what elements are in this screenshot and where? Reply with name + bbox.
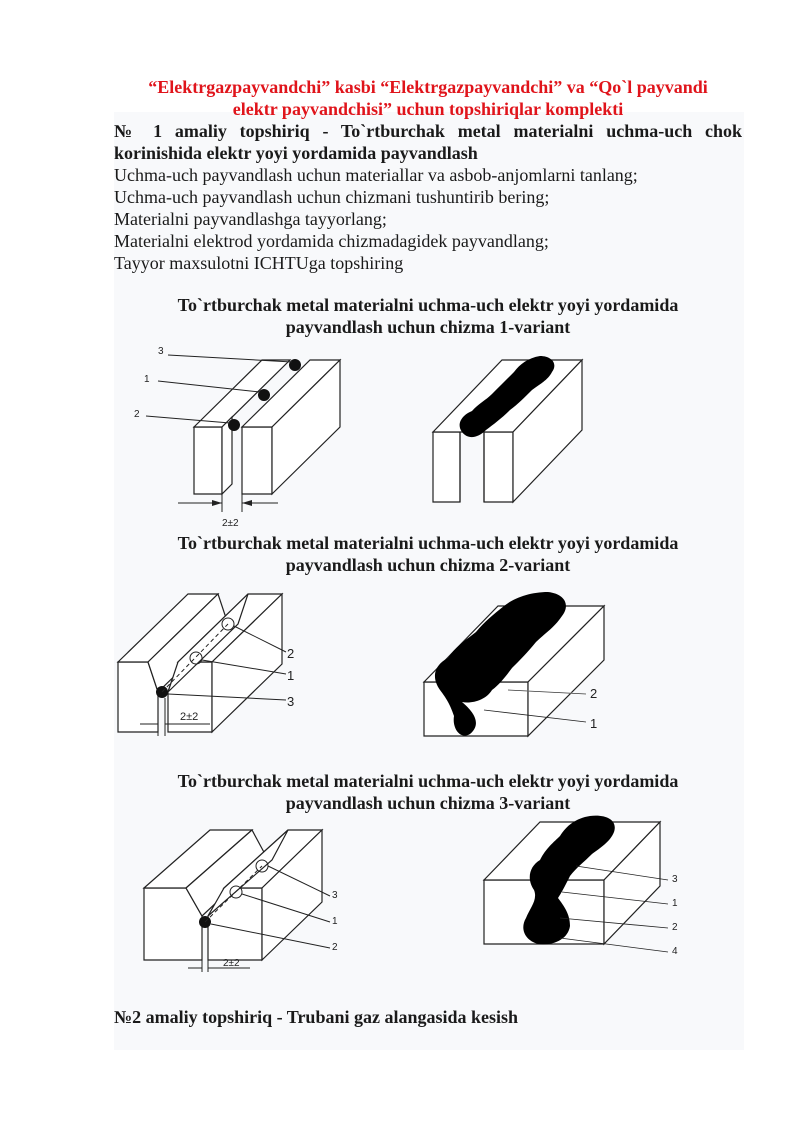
label-number: 2 — [287, 646, 295, 661]
task1-step: Materialni payvandlashga tayyorlang; — [114, 209, 387, 229]
label-number: 4 — [672, 946, 678, 957]
label-number: 3 — [158, 346, 164, 357]
label-number: 3 — [287, 694, 295, 709]
task1-heading-line2: korinishida elektr yoyi yordamida payvandlash — [114, 143, 478, 163]
variant1-caption-line1: To`rtburchak metal materialni uchma-uch elektr yoyi yordamida — [177, 295, 679, 315]
document-title-line2: elektr payvandchisi” uchun topshiriqlar komplekti — [232, 99, 624, 119]
task1-step: Uchma-uch payvandlash uchun materiallar va asbob-anjomlarni tanlang; — [114, 165, 638, 185]
variant3-drawing — [0, 812, 800, 980]
weld-point-marker — [289, 359, 301, 371]
variant1-left-block — [194, 360, 340, 494]
variant3-caption-line2: payvandlash uchun chizma 3-variant — [285, 793, 571, 813]
task1-heading-line1: № 1 amaliy topshiriq - To`rtburchak metal materialni uchma-uch chok — [114, 121, 742, 141]
variant3-caption-block — [114, 770, 742, 814]
variant1-gap-dimension — [178, 494, 278, 529]
variant1-drawing — [0, 336, 800, 530]
label-number: 2 — [672, 922, 678, 933]
document-title-line1: “Elektrgazpayvandchi” kasbi “Elektrgazpayvandchi” va “Qo`l payvandi — [148, 77, 708, 97]
task1-step: Tayyor maxsulotni ICHTUga topshiring — [114, 253, 404, 273]
variant2-caption-line1: To`rtburchak metal materialni uchma-uch elektr yoyi yordamida — [177, 533, 679, 553]
label-number: 2 — [134, 409, 140, 420]
gap-dimension-label: 2±2 — [223, 958, 240, 969]
weld-point-marker — [228, 419, 240, 431]
label-number: 2 — [332, 942, 338, 953]
label-number: 1 — [287, 668, 295, 683]
label-number: 1 — [590, 716, 598, 731]
variant2-caption — [114, 532, 742, 576]
variant3-caption-line1: To`rtburchak metal materialni uchma-uch elektr yoyi yordamida — [177, 771, 679, 791]
document-title — [114, 76, 742, 120]
label-number: 1 — [144, 374, 150, 385]
variant1-caption-line2: payvandlash uchun chizma 1-variant — [285, 317, 571, 337]
weld-point-marker — [258, 389, 270, 401]
label-number: 1 — [332, 916, 338, 927]
task1-step: Uchma-uch payvandlash uchun chizmani tushuntirib bering; — [114, 187, 550, 207]
task2-heading: №2 amaliy topshiriq - Trubani gaz alangasida kesish — [114, 1007, 519, 1027]
variant2-caption-line2: payvandlash uchun chizma 2-variant — [285, 555, 571, 575]
label-number: 2 — [590, 686, 598, 701]
variant2-drawing — [0, 588, 800, 738]
gap-dimension-label: 2±2 — [222, 518, 239, 529]
task2-block — [114, 1006, 742, 1028]
label-number: 3 — [672, 874, 678, 885]
gap-dimension-label: 2±2 — [180, 711, 199, 723]
document-text-block — [114, 76, 742, 274]
variant3-caption — [114, 770, 742, 814]
variant1-caption-block — [114, 294, 742, 338]
label-number: 3 — [332, 890, 338, 901]
task1-step: Materialni elektrod yordamida chizmadagidek payvandlang; — [114, 231, 549, 251]
variant1-caption — [114, 294, 742, 338]
variant2-caption-block — [114, 532, 742, 576]
leader-line — [168, 355, 292, 362]
label-number: 1 — [672, 898, 678, 909]
